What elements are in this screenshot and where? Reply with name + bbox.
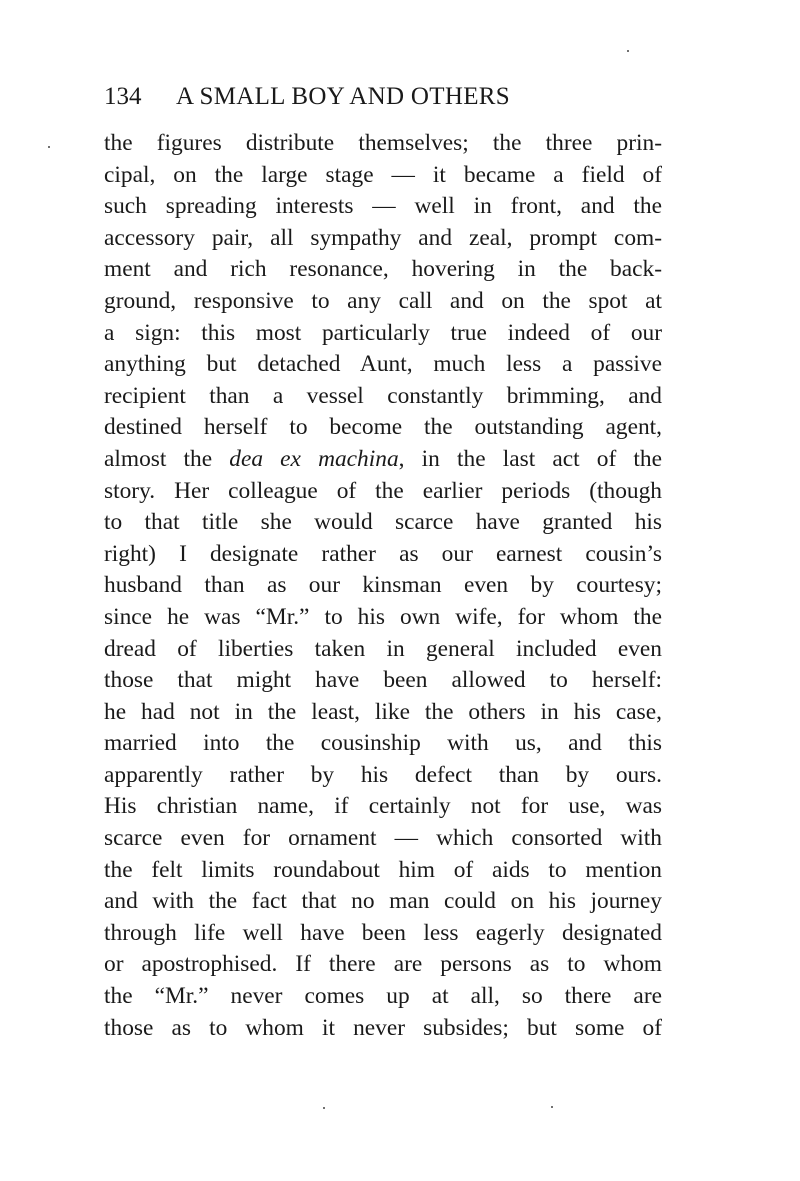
text-line: to that title she would scarce have granted his [104, 509, 662, 536]
text-line: a sign: this most particularly true indeed of our [104, 319, 662, 346]
text-line: since he was “Mr.” to his own wife, for whom the [104, 603, 662, 630]
text-line: anything but detached Aunt, much less a passive [104, 351, 662, 378]
text-line: those that might have been allowed to herself: [104, 667, 662, 694]
text-segment: , in the last act of the [398, 445, 662, 472]
text-line: recipient than a vessel constantly brimming, and [104, 382, 662, 409]
text-line: he had not in the least, like the others in his case, [104, 698, 662, 725]
text-line: or apostrophised. If there are persons as to whom [104, 951, 662, 978]
text-line: destined herself to become the outstanding agent, [104, 414, 662, 441]
text-line [104, 444, 662, 476]
text-line: cipal, on the large stage — it became a field of [104, 161, 662, 188]
text-line: His christian name, if certainly not for use, was [104, 793, 662, 820]
text-line: married into the cousinship with us, and this [104, 730, 662, 757]
text-line: the felt limits roundabout him of aids to mention [104, 856, 662, 883]
page-number: 134 [104, 83, 142, 110]
scan-speck [48, 146, 50, 148]
text-line: right) I designate rather as our earnest cousin’s [104, 540, 662, 567]
text-line: apparently rather by his defect than by ours. [104, 761, 662, 788]
scan-speck [551, 1106, 553, 1108]
text-line: those as to whom it never subsides; but some of [104, 1014, 662, 1041]
text-line: story. Her colleague of the earlier periods (though [104, 477, 662, 504]
scan-speck [627, 50, 629, 52]
text-line: through life well have been less eagerly designated [104, 919, 662, 946]
text-line: ground, responsive to any call and on the spot at [104, 287, 662, 314]
text-line: husband than as our kinsman even by courtesy; [104, 572, 662, 599]
text-line: the “Mr.” never comes up at all, so there are [104, 983, 662, 1010]
italic-phrase: dea ex machina [229, 445, 399, 472]
text-line: accessory pair, all sympathy and zeal, prompt com- [104, 224, 662, 251]
text-line: dread of liberties taken in general included even [104, 635, 662, 662]
text-line: and with the fact that no man could on his journey [104, 888, 662, 915]
text-segment: almost the [104, 445, 230, 472]
running-header [104, 80, 664, 114]
text-line: the figures distribute themselves; the three prin- [104, 130, 662, 156]
text-line: scarce even for ornament — which consorted with [104, 825, 662, 852]
scan-speck [323, 1107, 325, 1109]
text-line: such spreading interests — well in front, and the [104, 193, 662, 220]
text-line: ment and rich resonance, hovering in the back- [104, 256, 662, 283]
body-text [104, 128, 662, 1044]
running-title: A SMALL BOY AND OTHERS [176, 83, 510, 110]
